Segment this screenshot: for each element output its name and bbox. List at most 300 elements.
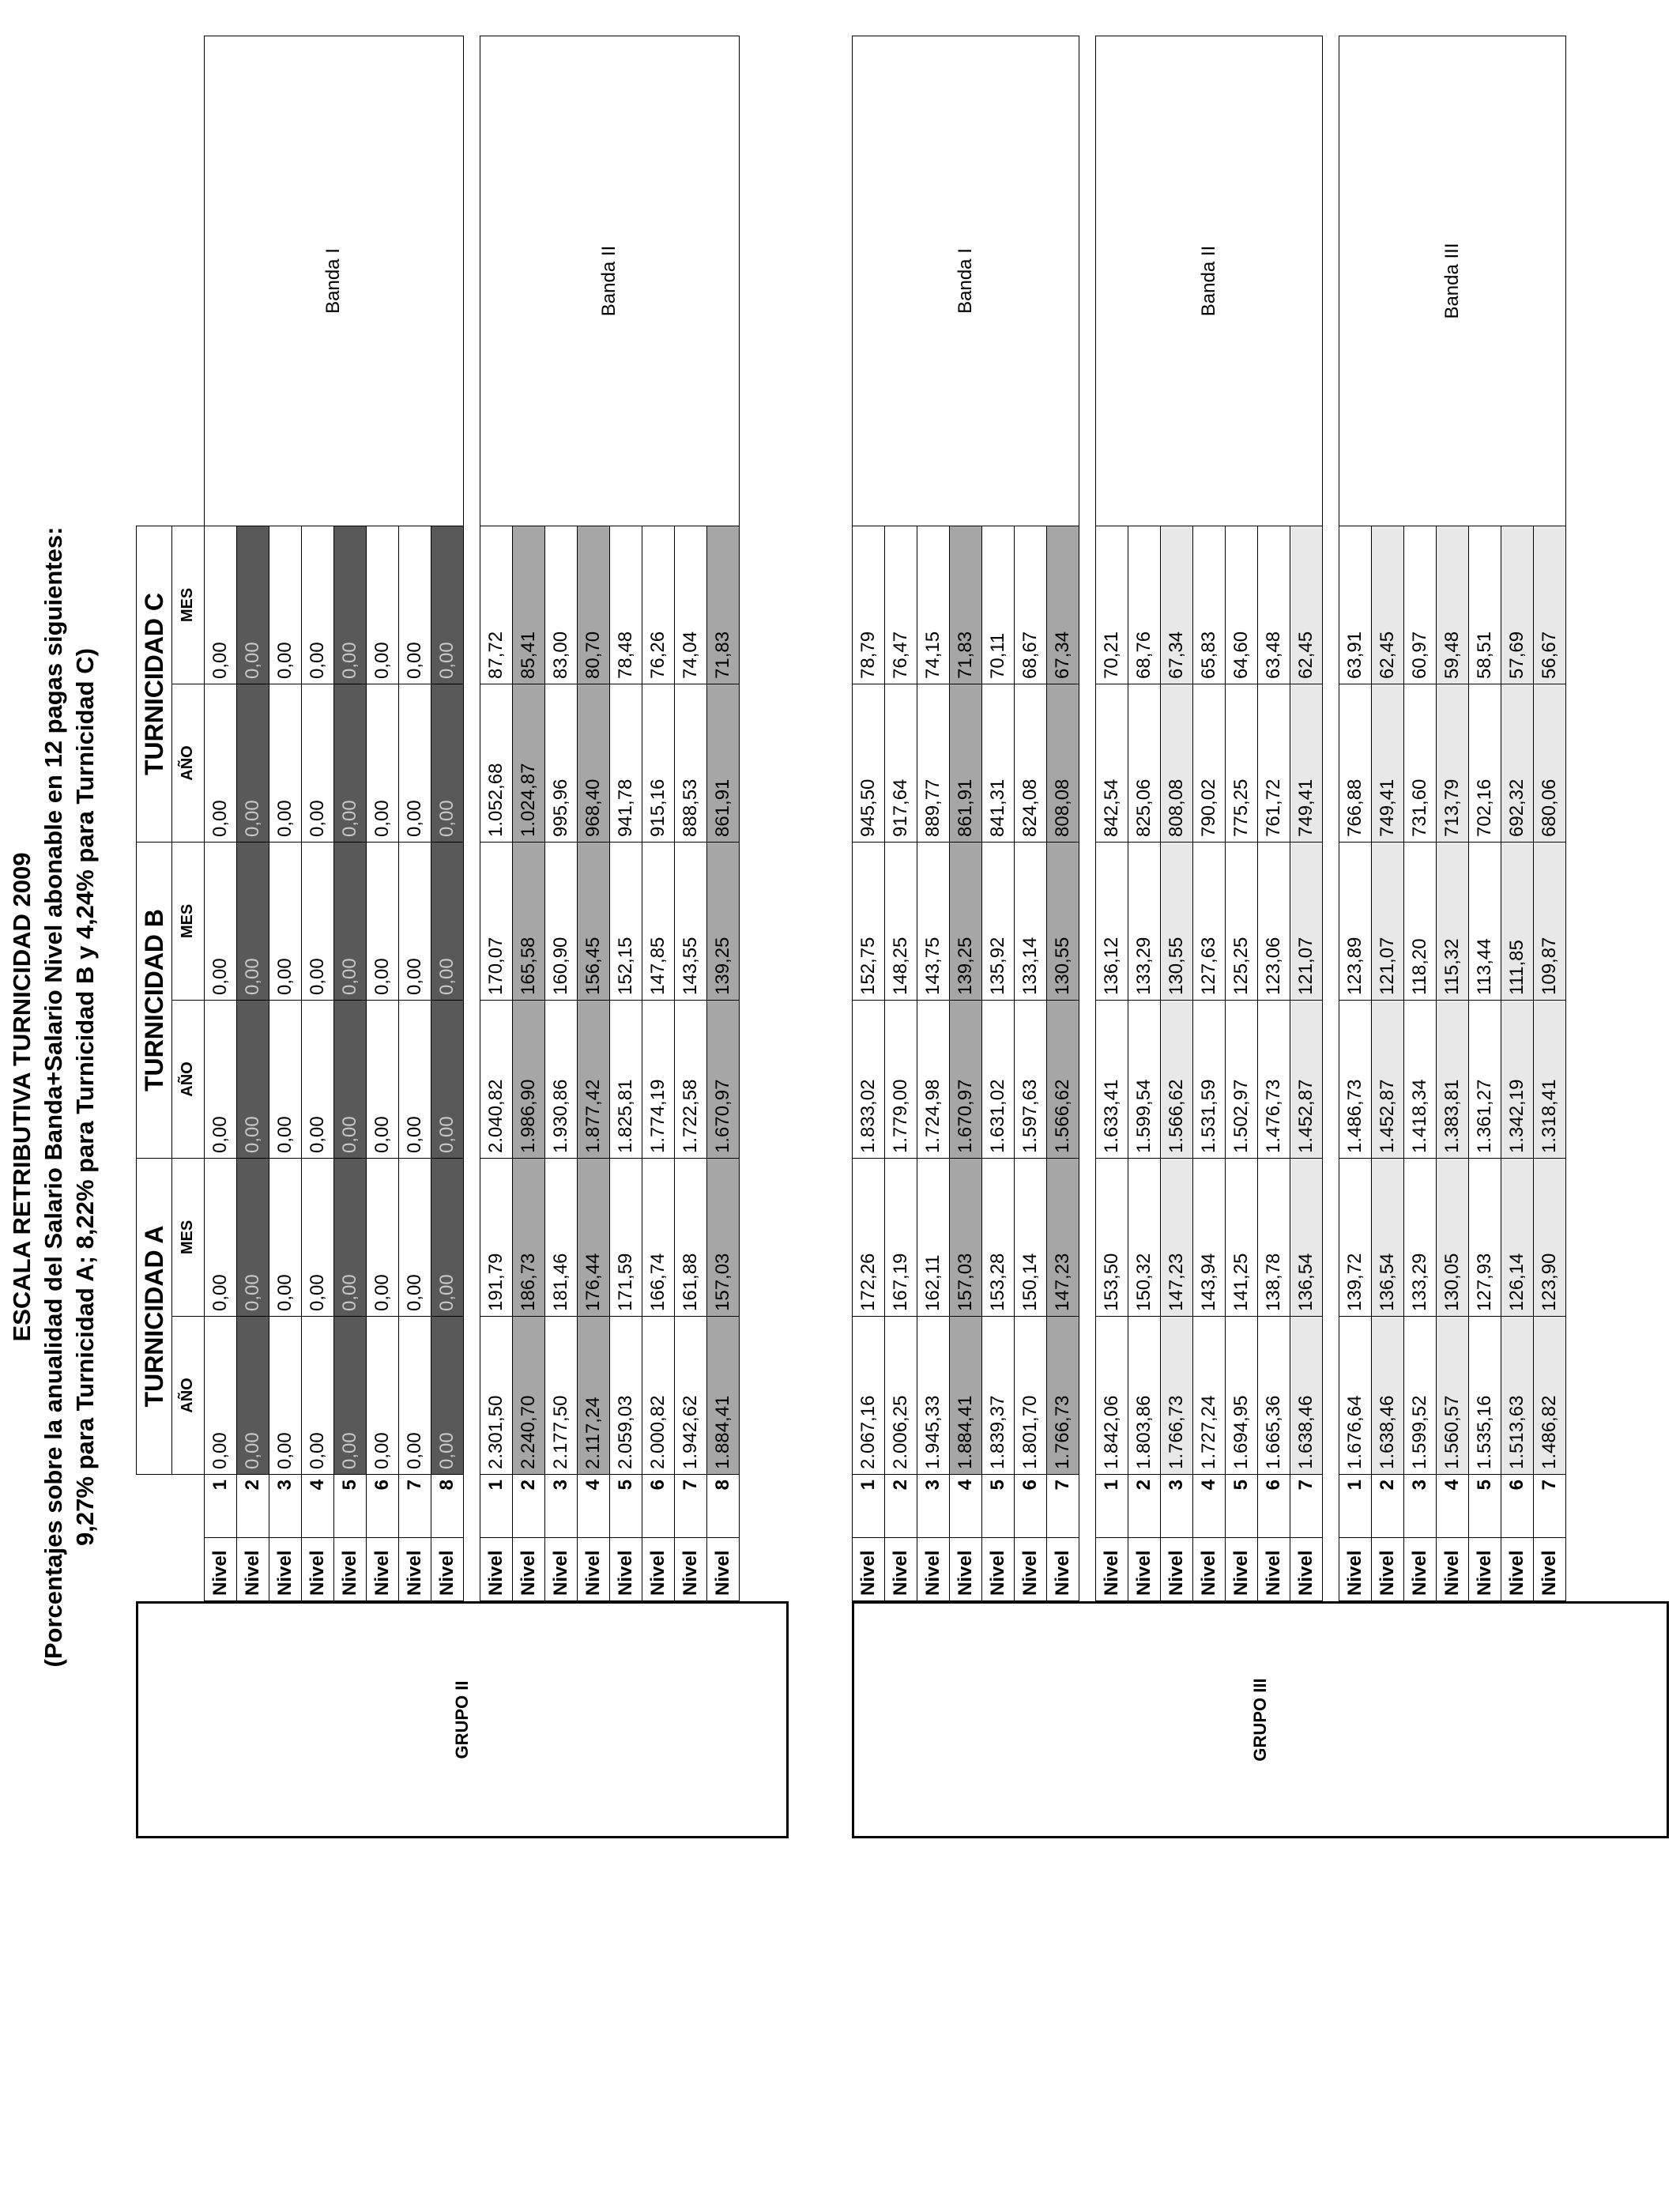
nivel-label: Nivel — [544, 1538, 577, 1601]
nivel-label: Nivel — [398, 1538, 431, 1601]
mes-a-value: 0,00 — [269, 1159, 301, 1317]
nivel-number: 8 — [431, 1475, 463, 1538]
nivel-number: 2 — [885, 1475, 917, 1538]
mes-a-value: 0,00 — [366, 1159, 398, 1317]
anio-c-value: 0,00 — [398, 684, 431, 843]
mes-a-value: 136,54 — [1372, 1159, 1404, 1317]
anio-a-value: 1.676,64 — [1339, 1317, 1372, 1475]
mes-b-value: 139,25 — [706, 843, 739, 1001]
header-spacer — [172, 36, 205, 526]
header-spacer — [137, 36, 172, 526]
mes-a-value: 0,00 — [301, 1159, 333, 1317]
anio-c-value: 917,64 — [885, 684, 917, 843]
mes-b-value: 121,07 — [1290, 843, 1323, 1001]
header-row-turnicidad — [137, 36, 172, 1601]
header-spacer — [172, 1475, 205, 1601]
nivel-number: 5 — [609, 1475, 642, 1538]
nivel-label: Nivel — [885, 1538, 917, 1601]
nivel-number: 2 — [512, 1475, 544, 1538]
header-turnicidad-a: TURNICIDAD A — [137, 1159, 172, 1475]
mes-c-value: 76,47 — [885, 526, 917, 684]
nivel-label: Nivel — [642, 1538, 674, 1601]
anio-b-value: 1.502,97 — [1226, 1001, 1258, 1159]
anio-c-value: 0,00 — [366, 684, 398, 843]
nivel-label: Nivel — [1339, 1538, 1372, 1601]
anio-b-value: 0,00 — [269, 1001, 301, 1159]
mes-c-value: 78,48 — [609, 526, 642, 684]
header-mes: MES — [172, 1159, 205, 1317]
anio-c-value: 749,41 — [1372, 684, 1404, 843]
anio-a-value: 0,00 — [333, 1317, 366, 1475]
mes-a-value: 133,29 — [1404, 1159, 1437, 1317]
mes-c-value: 74,04 — [674, 526, 706, 684]
mes-a-value: 0,00 — [204, 1159, 236, 1317]
mes-b-value: 170,07 — [480, 843, 512, 1001]
anio-c-value: 766,88 — [1339, 684, 1372, 843]
anio-b-value: 0,00 — [366, 1001, 398, 1159]
nivel-number: 1 — [204, 1475, 236, 1538]
anio-b-value: 1.383,81 — [1437, 1001, 1469, 1159]
mes-c-value: 64,60 — [1226, 526, 1258, 684]
anio-b-value: 1.877,42 — [577, 1001, 609, 1159]
anio-b-value: 1.361,27 — [1469, 1001, 1501, 1159]
mes-b-value: 130,55 — [1161, 843, 1193, 1001]
anio-b-value: 2.040,82 — [480, 1001, 512, 1159]
mes-b-value: 0,00 — [204, 843, 236, 1001]
document-subtitle-percentages: 9,27% para Turnicidad A; 8,22% para Turnicidad B y 4,24% para Turnicidad C) — [71, 648, 99, 1546]
nivel-number: 7 — [1290, 1475, 1323, 1538]
mes-c-value: 59,48 — [1437, 526, 1469, 684]
mes-b-value: 139,25 — [950, 843, 982, 1001]
mes-c-value: 70,11 — [982, 526, 1015, 684]
mes-b-value: 121,07 — [1372, 843, 1404, 1001]
nivel-number: 3 — [544, 1475, 577, 1538]
nivel-label: Nivel — [204, 1538, 236, 1601]
anio-a-value: 1.665,36 — [1258, 1317, 1290, 1475]
mes-a-value: 0,00 — [398, 1159, 431, 1317]
mes-a-value: 153,28 — [982, 1159, 1015, 1317]
anio-a-value: 2.067,16 — [853, 1317, 885, 1475]
mes-b-value: 133,29 — [1128, 843, 1161, 1001]
anio-c-value: 915,16 — [642, 684, 674, 843]
mes-a-value: 138,78 — [1258, 1159, 1290, 1317]
mes-a-value: 162,11 — [917, 1159, 950, 1317]
anio-b-value: 1.566,62 — [1161, 1001, 1193, 1159]
anio-a-value: 1.839,37 — [982, 1317, 1015, 1475]
mes-a-value: 176,44 — [577, 1159, 609, 1317]
nivel-number: 6 — [642, 1475, 674, 1538]
anio-c-value: 968,40 — [577, 684, 609, 843]
nivel-number: 5 — [333, 1475, 366, 1538]
anio-b-value: 1.833,02 — [853, 1001, 885, 1159]
anio-a-value: 0,00 — [431, 1317, 463, 1475]
anio-a-value: 2.117,24 — [577, 1317, 609, 1475]
header-spacer — [137, 1475, 172, 1601]
mes-b-value: 0,00 — [366, 843, 398, 1001]
mes-b-value: 125,25 — [1226, 843, 1258, 1001]
group-block — [852, 36, 1669, 1838]
mes-b-value: 0,00 — [398, 843, 431, 1001]
nivel-number: 5 — [1226, 1475, 1258, 1538]
mes-a-value: 127,93 — [1469, 1159, 1501, 1317]
mes-c-value: 67,34 — [1047, 526, 1079, 684]
mes-c-value: 63,91 — [1339, 526, 1372, 684]
group-table-area — [852, 36, 1669, 1601]
anio-a-value: 1.884,41 — [706, 1317, 739, 1475]
anio-b-value: 0,00 — [301, 1001, 333, 1159]
mes-c-value: 78,79 — [853, 526, 885, 684]
salary-table — [136, 36, 740, 1601]
anio-b-value: 1.631,02 — [982, 1001, 1015, 1159]
nivel-label: Nivel — [1437, 1538, 1469, 1601]
anio-c-value: 790,02 — [1193, 684, 1226, 843]
mes-a-value: 141,25 — [1226, 1159, 1258, 1317]
mes-a-value: 172,26 — [853, 1159, 885, 1317]
nivel-label: Nivel — [269, 1538, 301, 1601]
anio-c-value: 842,54 — [1096, 684, 1128, 843]
anio-a-value: 0,00 — [204, 1317, 236, 1475]
anio-c-value: 941,78 — [609, 684, 642, 843]
anio-b-value: 1.566,62 — [1047, 1001, 1079, 1159]
nivel-label: Nivel — [431, 1538, 463, 1601]
nivel-number: 1 — [1096, 1475, 1128, 1538]
band-gap-cell — [1079, 36, 1096, 1601]
mes-b-value: 135,92 — [982, 843, 1015, 1001]
group-label: GRUPO III — [852, 1601, 1669, 1838]
mes-a-value: 130,05 — [1437, 1159, 1469, 1317]
mes-b-value: 111,85 — [1501, 843, 1534, 1001]
mes-c-value: 83,00 — [544, 526, 577, 684]
nivel-label: Nivel — [333, 1538, 366, 1601]
band-gap-cell — [1323, 36, 1339, 1601]
nivel-number: 2 — [236, 1475, 269, 1538]
nivel-label: Nivel — [480, 1538, 512, 1601]
salary-table — [852, 36, 1566, 1601]
nivel-label: Nivel — [1096, 1538, 1128, 1601]
nivel-number: 2 — [1372, 1475, 1404, 1538]
mes-b-value: 156,45 — [577, 843, 609, 1001]
mes-a-value: 139,72 — [1339, 1159, 1372, 1317]
anio-a-value: 1.942,62 — [674, 1317, 706, 1475]
anio-b-value: 1.930,86 — [544, 1001, 577, 1159]
anio-c-value: 692,32 — [1501, 684, 1534, 843]
mes-b-value: 148,25 — [885, 843, 917, 1001]
nivel-number: 7 — [1047, 1475, 1079, 1538]
anio-a-value: 1.599,52 — [1404, 1317, 1437, 1475]
nivel-number: 6 — [1015, 1475, 1047, 1538]
nivel-label: Nivel — [1128, 1538, 1161, 1601]
nivel-label: Nivel — [1469, 1538, 1501, 1601]
anio-b-value: 1.670,97 — [950, 1001, 982, 1159]
nivel-label: Nivel — [982, 1538, 1015, 1601]
mes-c-value: 60,97 — [1404, 526, 1437, 684]
mes-a-value: 167,19 — [885, 1159, 917, 1317]
nivel-label: Nivel — [1193, 1538, 1226, 1601]
anio-b-value: 1.825,81 — [609, 1001, 642, 1159]
nivel-label: Nivel — [706, 1538, 739, 1601]
nivel-label: Nivel — [577, 1538, 609, 1601]
mes-b-value: 0,00 — [236, 843, 269, 1001]
mes-a-value: 150,14 — [1015, 1159, 1047, 1317]
anio-b-value: 1.597,63 — [1015, 1001, 1047, 1159]
header-turnicidad-c: TURNICIDAD C — [137, 526, 172, 843]
nivel-label: Nivel — [1290, 1538, 1323, 1601]
nivel-label: Nivel — [950, 1538, 982, 1601]
mes-c-value: 65,83 — [1193, 526, 1226, 684]
mes-c-value: 56,67 — [1534, 526, 1566, 684]
mes-c-value: 71,83 — [950, 526, 982, 684]
nivel-label: Nivel — [1226, 1538, 1258, 1601]
table-row — [1339, 36, 1372, 1601]
banda-label: Banda III — [1339, 36, 1566, 526]
mes-c-value: 62,45 — [1372, 526, 1404, 684]
mes-b-value: 0,00 — [269, 843, 301, 1001]
mes-b-value: 152,15 — [609, 843, 642, 1001]
anio-c-value: 888,53 — [674, 684, 706, 843]
header-mes: MES — [172, 843, 205, 1001]
mes-c-value: 67,34 — [1161, 526, 1193, 684]
anio-a-value: 0,00 — [398, 1317, 431, 1475]
mes-a-value: 166,74 — [642, 1159, 674, 1317]
anio-c-value: 861,91 — [950, 684, 982, 843]
anio-a-value: 1.727,24 — [1193, 1317, 1226, 1475]
nivel-label: Nivel — [609, 1538, 642, 1601]
mes-a-value: 153,50 — [1096, 1159, 1128, 1317]
banda-label: Banda II — [1096, 36, 1323, 526]
table-row — [204, 36, 236, 1601]
anio-a-value: 1.560,57 — [1437, 1317, 1469, 1475]
anio-a-value: 2.301,50 — [480, 1317, 512, 1475]
mes-c-value: 87,72 — [480, 526, 512, 684]
mes-b-value: 165,58 — [512, 843, 544, 1001]
mes-b-value: 136,12 — [1096, 843, 1128, 1001]
nivel-number: 4 — [577, 1475, 609, 1538]
mes-a-value: 161,88 — [674, 1159, 706, 1317]
anio-a-value: 1.842,06 — [1096, 1317, 1128, 1475]
anio-c-value: 808,08 — [1047, 684, 1079, 843]
nivel-number: 3 — [1404, 1475, 1437, 1538]
anio-b-value: 1.986,90 — [512, 1001, 544, 1159]
mes-b-value: 0,00 — [431, 843, 463, 1001]
mes-a-value: 147,23 — [1047, 1159, 1079, 1317]
anio-a-value: 1.638,46 — [1372, 1317, 1404, 1475]
anio-b-value: 1.724,98 — [917, 1001, 950, 1159]
table-row — [853, 36, 885, 1601]
anio-b-value: 1.779,00 — [885, 1001, 917, 1159]
anio-c-value: 731,60 — [1404, 684, 1437, 843]
mes-b-value: 113,44 — [1469, 843, 1501, 1001]
mes-b-value: 160,90 — [544, 843, 577, 1001]
anio-c-value: 0,00 — [333, 684, 366, 843]
mes-c-value: 68,76 — [1128, 526, 1161, 684]
anio-a-value: 1.694,95 — [1226, 1317, 1258, 1475]
band-gap-cell — [463, 36, 480, 1601]
document-subtitle: (Porcentajes sobre la anualidad del Salario Banda+Salario Nivel abonable en 12 pagas siguientes: — [40, 526, 67, 1668]
nivel-label: Nivel — [674, 1538, 706, 1601]
anio-b-value: 1.722,58 — [674, 1001, 706, 1159]
header-anio: AÑO — [172, 1317, 205, 1475]
nivel-number: 6 — [366, 1475, 398, 1538]
anio-a-value: 2.006,25 — [885, 1317, 917, 1475]
anio-a-value: 1.801,70 — [1015, 1317, 1047, 1475]
mes-b-value: 0,00 — [333, 843, 366, 1001]
nivel-number: 2 — [1128, 1475, 1161, 1538]
nivel-number: 8 — [706, 1475, 739, 1538]
anio-a-value: 1.766,73 — [1047, 1317, 1079, 1475]
mes-b-value: 130,55 — [1047, 843, 1079, 1001]
mes-a-value: 186,73 — [512, 1159, 544, 1317]
anio-a-value: 2.000,82 — [642, 1317, 674, 1475]
mes-b-value: 143,55 — [674, 843, 706, 1001]
nivel-label: Nivel — [1015, 1538, 1047, 1601]
group-label: GRUPO II — [136, 1601, 789, 1838]
mes-b-value: 152,75 — [853, 843, 885, 1001]
mes-c-value: 0,00 — [366, 526, 398, 684]
mes-c-value: 0,00 — [269, 526, 301, 684]
mes-c-value: 85,41 — [512, 526, 544, 684]
nivel-number: 3 — [1161, 1475, 1193, 1538]
nivel-number: 3 — [917, 1475, 950, 1538]
anio-c-value: 749,41 — [1290, 684, 1323, 843]
nivel-label: Nivel — [301, 1538, 333, 1601]
anio-c-value: 824,08 — [1015, 684, 1047, 843]
mes-a-value: 0,00 — [431, 1159, 463, 1317]
nivel-number: 6 — [1501, 1475, 1534, 1538]
mes-c-value: 74,15 — [917, 526, 950, 684]
anio-a-value: 0,00 — [366, 1317, 398, 1475]
anio-a-value: 1.945,33 — [917, 1317, 950, 1475]
mes-b-value: 143,75 — [917, 843, 950, 1001]
anio-a-value: 0,00 — [236, 1317, 269, 1475]
anio-c-value: 1.052,68 — [480, 684, 512, 843]
band-gap — [1323, 36, 1339, 1601]
anio-b-value: 0,00 — [236, 1001, 269, 1159]
mes-a-value: 126,14 — [1501, 1159, 1534, 1317]
nivel-number: 5 — [1469, 1475, 1501, 1538]
nivel-label: Nivel — [366, 1538, 398, 1601]
banda-label: Banda I — [204, 36, 463, 526]
mes-c-value: 0,00 — [204, 526, 236, 684]
nivel-label: Nivel — [1372, 1538, 1404, 1601]
anio-a-value: 2.177,50 — [544, 1317, 577, 1475]
mes-a-value: 0,00 — [236, 1159, 269, 1317]
mes-b-value: 123,89 — [1339, 843, 1372, 1001]
mes-a-value: 171,59 — [609, 1159, 642, 1317]
anio-a-value: 1.766,73 — [1161, 1317, 1193, 1475]
anio-b-value: 0,00 — [333, 1001, 366, 1159]
anio-a-value: 1.486,82 — [1534, 1317, 1566, 1475]
mes-a-value: 157,03 — [706, 1159, 739, 1317]
anio-c-value: 0,00 — [301, 684, 333, 843]
nivel-number: 1 — [853, 1475, 885, 1538]
mes-a-value: 0,00 — [333, 1159, 366, 1317]
anio-a-value: 0,00 — [301, 1317, 333, 1475]
anio-b-value: 0,00 — [204, 1001, 236, 1159]
anio-b-value: 0,00 — [431, 1001, 463, 1159]
mes-c-value: 71,83 — [706, 526, 739, 684]
header-anio: AÑO — [172, 1001, 205, 1159]
mes-b-value: 133,14 — [1015, 843, 1047, 1001]
table-row — [480, 36, 512, 1601]
nivel-number: 7 — [674, 1475, 706, 1538]
mes-c-value: 58,51 — [1469, 526, 1501, 684]
anio-c-value: 995,96 — [544, 684, 577, 843]
mes-c-value: 63,48 — [1258, 526, 1290, 684]
anio-a-value: 2.240,70 — [512, 1317, 544, 1475]
header-turnicidad-b: TURNICIDAD B — [137, 843, 172, 1159]
mes-c-value: 76,26 — [642, 526, 674, 684]
anio-b-value: 1.452,87 — [1290, 1001, 1323, 1159]
anio-c-value: 861,91 — [706, 684, 739, 843]
anio-a-value: 1.884,41 — [950, 1317, 982, 1475]
nivel-number: 3 — [269, 1475, 301, 1538]
mes-a-value: 143,94 — [1193, 1159, 1226, 1317]
anio-c-value: 713,79 — [1437, 684, 1469, 843]
anio-c-value: 1.024,87 — [512, 684, 544, 843]
mes-c-value: 0,00 — [301, 526, 333, 684]
mes-c-value: 57,69 — [1501, 526, 1534, 684]
mes-c-value: 62,45 — [1290, 526, 1323, 684]
anio-c-value: 945,50 — [853, 684, 885, 843]
mes-a-value: 136,54 — [1290, 1159, 1323, 1317]
mes-c-value: 70,21 — [1096, 526, 1128, 684]
nivel-number: 1 — [1339, 1475, 1372, 1538]
nivel-label: Nivel — [853, 1538, 885, 1601]
anio-b-value: 0,00 — [398, 1001, 431, 1159]
anio-a-value: 1.535,16 — [1469, 1317, 1501, 1475]
mes-a-value: 157,03 — [950, 1159, 982, 1317]
anio-c-value: 841,31 — [982, 684, 1015, 843]
banda-label: Banda II — [480, 36, 739, 526]
anio-b-value: 1.633,41 — [1096, 1001, 1128, 1159]
mes-a-value: 150,32 — [1128, 1159, 1161, 1317]
anio-a-value: 0,00 — [269, 1317, 301, 1475]
mes-b-value: 118,20 — [1404, 843, 1437, 1001]
mes-c-value: 0,00 — [398, 526, 431, 684]
mes-b-value: 0,00 — [301, 843, 333, 1001]
anio-c-value: 808,08 — [1161, 684, 1193, 843]
mes-c-value: 68,67 — [1015, 526, 1047, 684]
header-anio: AÑO — [172, 684, 205, 843]
anio-b-value: 1.670,97 — [706, 1001, 739, 1159]
nivel-label: Nivel — [1161, 1538, 1193, 1601]
anio-c-value: 0,00 — [431, 684, 463, 843]
nivel-label: Nivel — [1258, 1538, 1290, 1601]
nivel-number: 4 — [1193, 1475, 1226, 1538]
nivel-number: 1 — [480, 1475, 512, 1538]
nivel-number: 6 — [1258, 1475, 1290, 1538]
anio-c-value: 680,06 — [1534, 684, 1566, 843]
anio-b-value: 1.486,73 — [1339, 1001, 1372, 1159]
mes-b-value: 109,87 — [1534, 843, 1566, 1001]
nivel-label: Nivel — [512, 1538, 544, 1601]
nivel-number: 7 — [1534, 1475, 1566, 1538]
nivel-label: Nivel — [1404, 1538, 1437, 1601]
anio-c-value: 0,00 — [204, 684, 236, 843]
nivel-number: 5 — [982, 1475, 1015, 1538]
mes-a-value: 181,46 — [544, 1159, 577, 1317]
nivel-label: Nivel — [917, 1538, 950, 1601]
band-gap — [463, 36, 480, 1601]
nivel-label: Nivel — [236, 1538, 269, 1601]
document-title: ESCALA RETRIBUTIVA TURNICIDAD 2009 — [8, 852, 36, 1342]
mes-c-value: 0,00 — [333, 526, 366, 684]
mes-b-value: 123,06 — [1258, 843, 1290, 1001]
anio-b-value: 1.418,34 — [1404, 1001, 1437, 1159]
mes-c-value: 0,00 — [236, 526, 269, 684]
anio-c-value: 0,00 — [236, 684, 269, 843]
nivel-number: 4 — [301, 1475, 333, 1538]
